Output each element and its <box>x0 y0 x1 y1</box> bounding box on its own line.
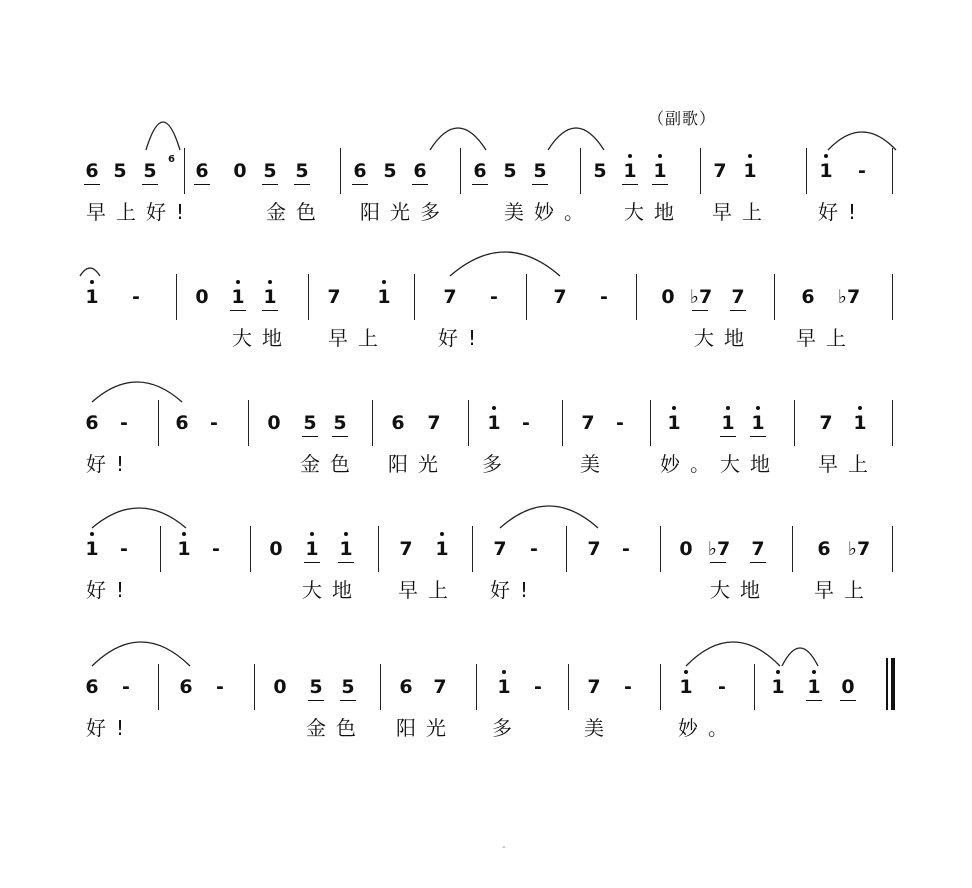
note-dash: - <box>622 538 630 560</box>
note: 1 <box>374 286 394 308</box>
note: 6 <box>82 160 102 182</box>
lyric-text: 早上 <box>818 452 878 476</box>
note: 7 <box>748 538 768 560</box>
note: 1 <box>804 676 824 698</box>
slur <box>448 250 562 280</box>
lyric-text: 大地 <box>694 326 754 350</box>
note: 5 <box>260 160 280 182</box>
slur <box>144 120 182 154</box>
lyric-text: 好! <box>490 578 539 602</box>
lyric-text: 早上 <box>712 200 772 224</box>
barline <box>774 274 775 320</box>
octave-dot <box>672 406 676 410</box>
note: 7 <box>713 160 727 182</box>
note: 1 <box>850 412 870 434</box>
octave-dot <box>858 406 862 410</box>
note: 0 <box>838 676 858 698</box>
barline <box>794 400 795 446</box>
grace-note: 6 <box>168 154 175 165</box>
note: 7 <box>587 538 601 560</box>
barline <box>568 664 569 710</box>
note-dash: - <box>122 676 130 698</box>
note: 7 <box>427 412 441 434</box>
note-dash: - <box>490 286 498 308</box>
slur <box>78 266 102 280</box>
lyric-text: 阳光 <box>396 716 456 740</box>
note-dash: - <box>600 286 608 308</box>
octave-dot <box>684 670 688 674</box>
note: 1 <box>748 412 768 434</box>
barline <box>806 148 807 194</box>
barline <box>660 526 661 572</box>
barline <box>184 148 185 194</box>
octave-dot <box>236 280 240 284</box>
lyric-text: 大地 <box>232 326 292 350</box>
note: 7 <box>327 286 341 308</box>
barline <box>636 274 637 320</box>
slur <box>826 130 898 154</box>
note: 1 <box>228 286 248 308</box>
note: 7 <box>433 676 447 698</box>
note: 6 <box>175 412 189 434</box>
barline <box>526 274 527 320</box>
note: 5 <box>140 160 160 182</box>
barline <box>468 400 469 446</box>
note: 7 <box>587 676 601 698</box>
barline <box>380 664 381 710</box>
lyric-text: 妙。大地 <box>660 452 780 476</box>
octave-dot <box>726 406 730 410</box>
score-system-3 <box>0 400 972 480</box>
octave-dot <box>824 154 828 158</box>
note: 1 <box>650 160 670 182</box>
note: 7 <box>819 412 833 434</box>
note: 1 <box>718 412 738 434</box>
note: 7 <box>728 286 748 308</box>
octave-dot <box>812 670 816 674</box>
final-barline-thin <box>886 658 888 710</box>
slur <box>780 646 820 670</box>
octave-dot <box>90 532 94 536</box>
barline <box>250 526 251 572</box>
lyric-text: 多 <box>482 452 512 476</box>
barline <box>892 148 893 194</box>
slur <box>90 506 188 532</box>
note: 6 <box>470 160 490 182</box>
page-mark: - <box>502 842 506 853</box>
score-system-2 <box>0 274 972 354</box>
lyric-text: 大地 <box>302 578 362 602</box>
barline <box>476 664 477 710</box>
lyric-text: 妙。 <box>678 716 738 740</box>
lyric-text: 好! <box>86 716 135 740</box>
note: 5 <box>383 160 397 182</box>
note-dash: - <box>132 286 140 308</box>
barline <box>340 148 341 194</box>
slur <box>428 126 488 154</box>
lyric-text: 好! <box>818 200 867 224</box>
note-dash: - <box>120 538 128 560</box>
note: 6 <box>179 676 193 698</box>
note: 1 <box>302 538 322 560</box>
note: 1 <box>336 538 356 560</box>
barline <box>892 274 893 320</box>
barline <box>158 400 159 446</box>
lyric-text: 多 <box>492 716 522 740</box>
octave-dot <box>440 532 444 536</box>
note: 5 <box>300 412 320 434</box>
score-system-4 <box>0 526 972 606</box>
note: 6 <box>801 286 815 308</box>
lyric-text: 早上好! <box>86 200 195 224</box>
note: 7 <box>581 412 595 434</box>
note-dash: - <box>212 538 220 560</box>
lyric-text: 金色 <box>306 716 366 740</box>
note: 1 <box>494 676 514 698</box>
octave-dot <box>658 154 662 158</box>
octave-dot <box>776 670 780 674</box>
score-system-5 <box>0 664 972 744</box>
lyric-text: 金色 <box>300 452 360 476</box>
lyric-text: 大地 <box>710 578 770 602</box>
note: 1 <box>664 412 684 434</box>
note: 0 <box>661 286 675 308</box>
barline <box>414 274 415 320</box>
note: 6 <box>350 160 370 182</box>
note: 1 <box>484 412 504 434</box>
lyric-text: 好! <box>438 326 487 350</box>
barline <box>580 148 581 194</box>
note: 5 <box>530 160 550 182</box>
barline <box>254 664 255 710</box>
note: 5 <box>593 160 607 182</box>
barline <box>754 664 755 710</box>
slur <box>90 380 184 406</box>
note: 1 <box>768 676 788 698</box>
note: 5 <box>113 160 127 182</box>
note: 1 <box>260 286 280 308</box>
lyric-text: 早上 <box>398 578 458 602</box>
lyric-text: 早上 <box>796 326 856 350</box>
barline <box>308 274 309 320</box>
note-dash: - <box>624 676 632 698</box>
barline <box>892 526 893 572</box>
note: ♭7 <box>690 286 713 308</box>
note: 1 <box>82 286 102 308</box>
lyric-text: 美 <box>584 716 614 740</box>
note: 6 <box>399 676 413 698</box>
note: 0 <box>195 286 209 308</box>
octave-dot <box>310 532 314 536</box>
note: 7 <box>553 286 567 308</box>
note-dash: - <box>120 412 128 434</box>
octave-dot <box>344 532 348 536</box>
lyric-text: 阳光多 <box>360 200 450 224</box>
note: 1 <box>174 538 194 560</box>
slur <box>546 126 606 154</box>
octave-dot <box>628 154 632 158</box>
barline <box>562 400 563 446</box>
lyric-text: 早上 <box>328 326 388 350</box>
note: 1 <box>82 538 102 560</box>
note-dash: - <box>534 676 542 698</box>
lyric-text: 金色 <box>266 200 326 224</box>
octave-dot <box>268 280 272 284</box>
barline <box>650 400 651 446</box>
lyric-text: 阳光 <box>388 452 448 476</box>
note: 7 <box>493 538 507 560</box>
note: 1 <box>432 538 452 560</box>
barline <box>472 526 473 572</box>
barline <box>660 664 661 710</box>
note-dash: - <box>210 412 218 434</box>
note: 6 <box>391 412 405 434</box>
octave-dot <box>90 280 94 284</box>
note: 6 <box>410 160 430 182</box>
lyric-text: 好! <box>86 578 135 602</box>
barline <box>372 400 373 446</box>
slur <box>684 640 782 670</box>
note-dash: - <box>522 412 530 434</box>
octave-dot <box>382 280 386 284</box>
note: 0 <box>269 538 283 560</box>
note: 1 <box>740 160 760 182</box>
note: 0 <box>679 538 693 560</box>
note: ♭7 <box>708 538 731 560</box>
note: 5 <box>330 412 350 434</box>
note: 0 <box>267 412 281 434</box>
note: 7 <box>443 286 457 308</box>
lyric-text: 早上 <box>814 578 874 602</box>
note: 5 <box>503 160 517 182</box>
barline <box>892 400 893 446</box>
barline <box>378 526 379 572</box>
note: 0 <box>233 160 247 182</box>
note-dash: - <box>216 676 224 698</box>
barline <box>460 148 461 194</box>
barline <box>566 526 567 572</box>
note: 7 <box>399 538 413 560</box>
note: 6 <box>817 538 831 560</box>
barline <box>158 664 159 710</box>
note: 6 <box>85 676 99 698</box>
note: ♭7 <box>848 538 871 560</box>
octave-dot <box>748 154 752 158</box>
note-dash: - <box>718 676 726 698</box>
lyric-text: 大地 <box>624 200 684 224</box>
note-dash: - <box>616 412 624 434</box>
score-system-1 <box>0 148 972 228</box>
note: 5 <box>292 160 312 182</box>
slur <box>90 640 192 670</box>
barline <box>248 400 249 446</box>
barline <box>160 526 161 572</box>
slur <box>498 504 600 532</box>
note: 5 <box>306 676 326 698</box>
octave-dot <box>182 532 186 536</box>
octave-dot <box>502 670 506 674</box>
barline <box>792 526 793 572</box>
barline <box>700 148 701 194</box>
note: 5 <box>338 676 358 698</box>
note: 1 <box>816 160 836 182</box>
note: 1 <box>676 676 696 698</box>
section-label-chorus: （副歌） <box>648 109 717 128</box>
barline <box>176 274 177 320</box>
octave-dot <box>756 406 760 410</box>
note: 6 <box>85 412 99 434</box>
lyric-text: 美 <box>580 452 610 476</box>
final-barline-thick <box>891 658 895 710</box>
lyric-text: 好! <box>86 452 135 476</box>
note: 6 <box>192 160 212 182</box>
note: 0 <box>273 676 287 698</box>
octave-dot <box>492 406 496 410</box>
note: ♭7 <box>838 286 861 308</box>
note-dash: - <box>858 160 866 182</box>
lyric-text: 美妙。 <box>504 200 594 224</box>
note-dash: - <box>530 538 538 560</box>
note: 1 <box>620 160 640 182</box>
